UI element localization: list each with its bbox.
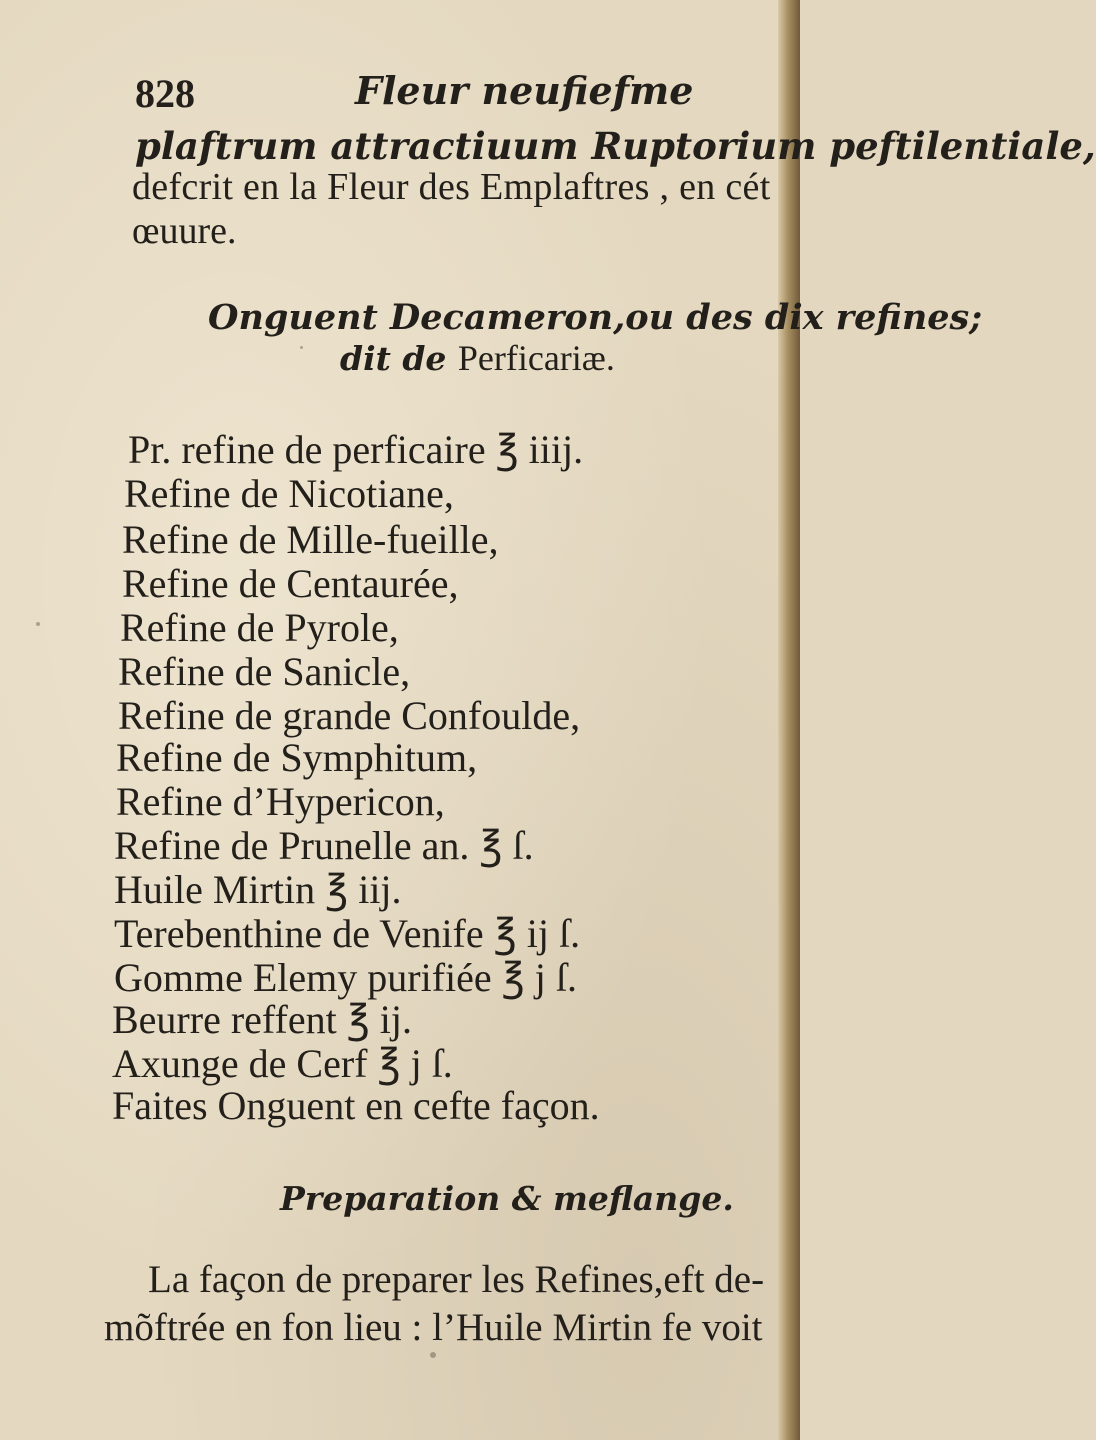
text-line-1: plaftrum attractiuum Ruptorium peftilentiale, [135, 124, 1096, 168]
recipe-line: Refine de Prunelle an. ℥ ſ. [114, 823, 534, 868]
text-line-2: defcrit en la Fleur des Emplaftres , en cét [132, 166, 771, 208]
recipe-line: Beurre reffent ℥ ij. [112, 997, 413, 1042]
recipe-line: Pr. refine de perficaire ℥ iiij. [128, 427, 584, 472]
running-title: Fleur neufiefme [355, 68, 694, 113]
recipe-line: Refine de grande Confoulde, [118, 693, 581, 738]
section-subheading [340, 340, 615, 377]
recipe-line: Axunge de Cerf ℥ j ſ. [112, 1041, 453, 1086]
ink-fleck [430, 1352, 436, 1358]
recipe-line: Huile Mirtin ℥ iij. [114, 867, 402, 912]
paragraph-line-1: La façon de preparer les Refines,eft de- [148, 1258, 765, 1301]
page-gutter-shadow [778, 0, 800, 1440]
recipe-line: Gomme Elemy purifiée ℥ j ſ. [114, 955, 577, 1000]
paragraph-line-2: mõftrée en fon lieu : l’Huile Mirtin fe voit [104, 1306, 763, 1349]
recipe-line: Refine d’Hypericon, [116, 779, 445, 824]
recipe-line: Refine de Symphitum, [116, 735, 478, 780]
ink-fleck [300, 346, 303, 349]
section-heading: Onguent Decameron,ou des dix refines; [208, 297, 983, 338]
recipe-line: Refine de Centaurée, [122, 561, 459, 606]
recipe-line: Refine de Mille-fueille, [122, 517, 499, 562]
page-number: 828 [135, 71, 195, 116]
recipe-line: Refine de Sanicle, [118, 649, 411, 694]
subheading-italic: dit de [340, 339, 447, 378]
recipe-line: Refine de Pyrole, [120, 605, 399, 650]
subheading-roman: Perficariæ. [457, 338, 615, 378]
ink-fleck [36, 622, 40, 626]
recipe-line: Faites Onguent en cefte façon. [112, 1083, 600, 1128]
preparation-heading: Preparation & meflange. [280, 1179, 734, 1218]
recipe-line: Terebenthine de Venife ℥ ij ſ. [114, 911, 581, 956]
recipe-line: Refine de Nicotiane, [124, 471, 454, 516]
text-line-3: œuure. [132, 210, 237, 252]
